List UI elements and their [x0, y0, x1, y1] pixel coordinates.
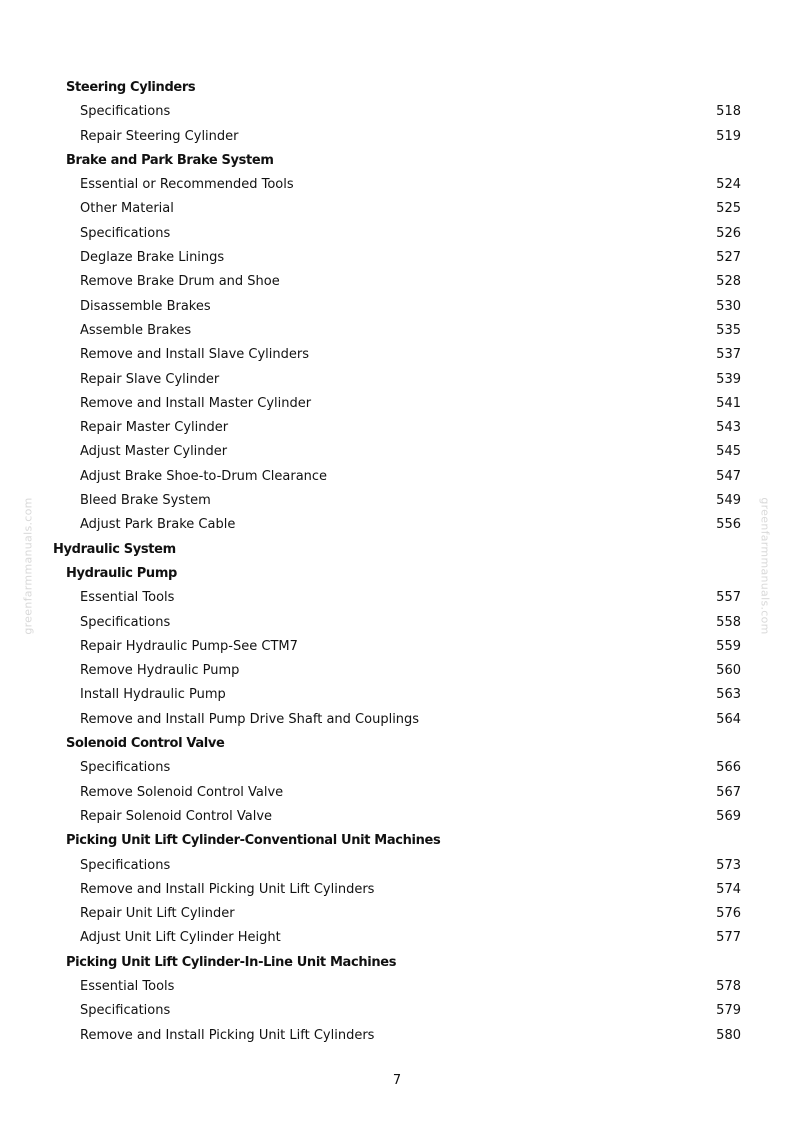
toc-entry-title: Bleed Brake System: [80, 493, 211, 509]
toc-entry[interactable]: [0, 440, 794, 464]
toc-entry-title: Adjust Unit Lift Cylinder Height: [80, 930, 281, 946]
toc-entry[interactable]: [0, 319, 794, 343]
toc-entry-title: Brake and Park Brake System: [66, 152, 274, 168]
toc-entry-page: 549: [716, 493, 741, 509]
watermark-right: greenfarmmanuals.com: [758, 497, 772, 635]
toc-entry-page: 527: [716, 250, 741, 266]
toc-entry-title: Specifications: [80, 1003, 171, 1019]
toc-entry[interactable]: [0, 125, 794, 149]
toc-entry-page: 525: [716, 201, 741, 217]
toc-entry-title: Repair Hydraulic Pump-See CTM7: [80, 638, 298, 654]
watermark-left: greenfarmmanuals.com: [21, 497, 35, 635]
toc-entry-page: 539: [716, 371, 741, 387]
toc-entry-title: Remove and Install Slave Cylinders: [80, 347, 309, 363]
toc-entry-page: 573: [716, 857, 741, 873]
toc-entry-title: Repair Master Cylinder: [80, 420, 229, 436]
toc-entry-page: 526: [716, 225, 741, 241]
toc-entry-page: 530: [716, 298, 741, 314]
toc-entry-page: 563: [716, 687, 741, 703]
toc-entry-page: 578: [716, 978, 741, 994]
table-of-contents: [0, 76, 794, 1048]
toc-entry-title: Repair Solenoid Control Valve: [80, 808, 273, 824]
toc-entry-title: Repair Slave Cylinder: [80, 371, 220, 387]
toc-entry[interactable]: [0, 902, 794, 926]
toc-entry-page: 574: [716, 881, 741, 897]
toc-entry[interactable]: [0, 854, 794, 878]
toc-section-heading: [0, 538, 794, 562]
toc-entry[interactable]: [0, 489, 794, 513]
toc-entry-title: Picking Unit Lift Cylinder-In-Line Unit Machines: [66, 954, 397, 970]
toc-entry-page: 556: [716, 517, 741, 533]
toc-entry-title: Specifications: [80, 857, 171, 873]
toc-entry[interactable]: [0, 878, 794, 902]
page-number: 7: [392, 1073, 402, 1088]
toc-entry-title: Picking Unit Lift Cylinder-Conventional Unit Machines: [66, 833, 441, 849]
toc-entry-page: 567: [716, 784, 741, 800]
toc-entry[interactable]: [0, 222, 794, 246]
toc-entry-page: 579: [716, 1003, 741, 1019]
toc-entry-page: 560: [716, 663, 741, 679]
toc-entry[interactable]: [0, 586, 794, 610]
toc-entry-title: Essential Tools: [80, 590, 175, 606]
toc-entry[interactable]: [0, 659, 794, 683]
toc-entry[interactable]: [0, 343, 794, 367]
toc-subsection-heading: [0, 149, 794, 173]
toc-entry[interactable]: [0, 975, 794, 999]
toc-entry-page: 577: [716, 930, 741, 946]
toc-entry[interactable]: [0, 999, 794, 1023]
toc-entry-title: Adjust Master Cylinder: [80, 444, 228, 460]
toc-entry-title: Steering Cylinders: [66, 80, 196, 95]
toc-entry-title: Disassemble Brakes: [80, 298, 211, 314]
toc-entry-title: Hydraulic System: [53, 541, 176, 557]
toc-entry-page: 524: [716, 177, 741, 193]
toc-entry-title: Other Material: [80, 201, 174, 217]
toc-entry-title: Specifications: [80, 614, 171, 630]
toc-subsection-heading: [0, 562, 794, 586]
toc-entry-page: 576: [716, 906, 741, 922]
toc-entry[interactable]: [0, 805, 794, 829]
toc-entry-page: 569: [716, 808, 741, 824]
toc-entry[interactable]: [0, 465, 794, 489]
toc-entry-page: 528: [716, 274, 741, 290]
toc-entry-page: 564: [716, 711, 741, 727]
toc-entry[interactable]: [0, 392, 794, 416]
toc-entry-page: 541: [716, 395, 741, 411]
toc-entry[interactable]: [0, 513, 794, 537]
toc-entry[interactable]: [0, 416, 794, 440]
toc-entry-page: 519: [716, 128, 741, 144]
toc-entry-title: Specifications: [80, 225, 171, 241]
toc-entry-title: Adjust Park Brake Cable: [80, 517, 236, 533]
toc-entry-title: Adjust Brake Shoe-to-Drum Clearance: [80, 468, 328, 484]
toc-entry[interactable]: [0, 368, 794, 392]
toc-entry-title: Essential or Recommended Tools: [80, 177, 294, 193]
toc-entry[interactable]: [0, 635, 794, 659]
toc-entry[interactable]: [0, 756, 794, 780]
toc-entry-page: 518: [716, 104, 741, 120]
toc-entry[interactable]: [0, 683, 794, 707]
toc-entry-title: Assemble Brakes: [80, 322, 192, 338]
toc-entry[interactable]: [0, 611, 794, 635]
toc-subsection-heading: [0, 951, 794, 975]
toc-entry-title: Repair Steering Cylinder: [80, 128, 239, 144]
toc-entry-title: Remove and Install Picking Unit Lift Cylinders: [80, 881, 375, 897]
toc-subsection-heading: [0, 829, 794, 853]
toc-entry-page: 537: [716, 347, 741, 363]
toc-subsection-heading: [0, 76, 794, 100]
toc-subsection-heading: [0, 732, 794, 756]
toc-entry-page: 566: [716, 760, 741, 776]
toc-entry-title: Remove Solenoid Control Valve: [80, 784, 284, 800]
toc-entry-page: 545: [716, 444, 741, 460]
toc-entry-title: Specifications: [80, 104, 171, 120]
toc-entry[interactable]: [0, 781, 794, 805]
toc-entry-page: 558: [716, 614, 741, 630]
toc-entry-title: Repair Unit Lift Cylinder: [80, 906, 235, 922]
toc-entry[interactable]: [0, 295, 794, 319]
toc-entry-title: Specifications: [80, 760, 171, 776]
toc-entry-title: Solenoid Control Valve: [66, 736, 225, 752]
toc-entry-title: Deglaze Brake Linings: [80, 250, 225, 266]
toc-entry-page: 559: [716, 638, 741, 654]
toc-entry-page: 580: [716, 1027, 741, 1043]
toc-entry-title: Remove and Install Picking Unit Lift Cylinders: [80, 1027, 375, 1043]
toc-entry-title: Remove Hydraulic Pump: [80, 663, 240, 679]
toc-entry[interactable]: [0, 270, 794, 294]
toc-entry[interactable]: [0, 926, 794, 950]
toc-entry-page: 557: [716, 590, 741, 606]
toc-entry-title: Install Hydraulic Pump: [80, 687, 226, 703]
toc-entry-page: 543: [716, 420, 741, 436]
toc-entry[interactable]: [0, 246, 794, 270]
toc-entry-title: Remove Brake Drum and Shoe: [80, 274, 280, 290]
toc-entry-title: Hydraulic Pump: [66, 565, 177, 581]
toc-entry-page: 547: [716, 468, 741, 484]
toc-entry-title: Essential Tools: [80, 978, 175, 994]
toc-entry[interactable]: [0, 100, 794, 124]
toc-entry-page: 535: [716, 322, 741, 338]
toc-entry-title: Remove and Install Master Cylinder: [80, 395, 312, 411]
toc-entry[interactable]: [0, 1024, 794, 1048]
toc-entry-title: Remove and Install Pump Drive Shaft and Couplings: [80, 711, 420, 727]
toc-entry[interactable]: [0, 708, 794, 732]
toc-entry[interactable]: [0, 197, 794, 221]
toc-entry[interactable]: [0, 173, 794, 197]
